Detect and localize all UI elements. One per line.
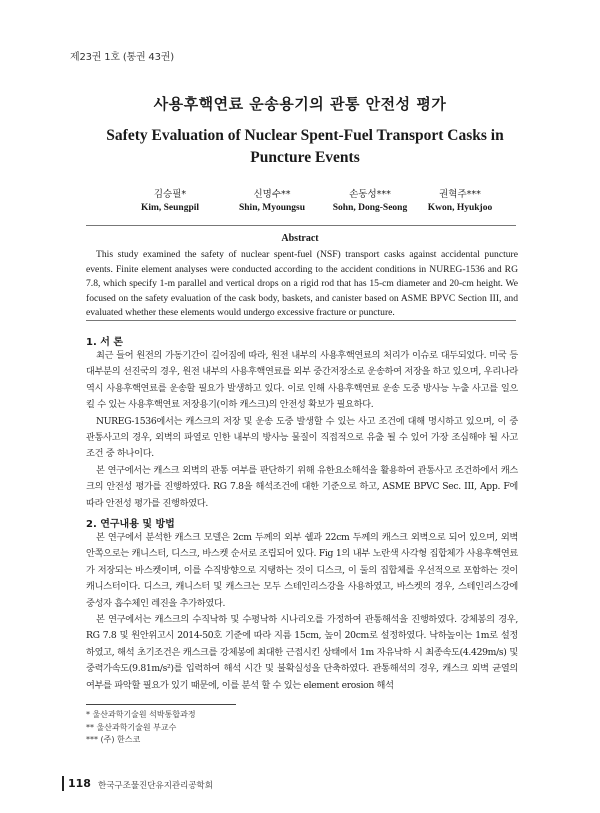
author-name-ko: 김승필*	[153, 189, 187, 200]
paragraph: 최근 들어 원전의 가동기간이 길어짐에 따라, 원전 내부의 사용후핵연료의 처리가 이슈로 대두되었다. 미국 등 대부분의 선진국의 경우, 원전 내부의 사용후핵연료를 외부 중간저장소로 운송하여 저장을 하고 있으며, 우리나라 역시 사용후핵연료를 운송할 필요가 발생하고 있다. 이로 인해 사용후핵연료 운송 도중 방사능 누출 사고를 일으킬 수 있는 사용후핵연료 저장용기(이하 캐스크)의 안전성 확보가 필요하다.	[86, 350, 518, 411]
paragraph: NUREG-1536에서는 캐스크의 저장 및 운송 도중 발생할 수 있는 사고 조건에 대해 명시하고 있으며, 이 중 관통사고의 경우, 외벽의 파열로 인한 내부의 방사능 물질이 직접적으로 유출 될 수 있어 가장 조심해야 될 사고 조건 중 하나이다.	[86, 415, 518, 460]
author-name-en: Shin, Myoungsu	[238, 203, 305, 213]
paragraph: 본 연구에서 분석한 캐스크 모델은 2cm 두께의 외부 쉘과 22cm 두께의 캐스크 외벽으로 되어 있으며, 외벽 안쪽으로는 캐니스터, 디스크, 바스켓 순서로 조립되어 있다. Fig 1의 내부 노란색 사각형 집합체가 사용후핵연료가 저장되는 바스켓이며, 이를 수직방향으로 지탱하는 것이 디스크, 이 둘의 집합체를 우선적으로 포함하는 것이 캐니스터이다. 디스크, 캐니스터 및 캐스크는 모두 스테인리스강을 사용하였고, 바스켓의 경우, 스테인리스강에 중성자 흡수체인 레진을 추가하였다.	[86, 532, 518, 609]
abstract-bottom-rule	[86, 320, 516, 321]
section-body-introduction	[86, 348, 518, 512]
section-heading-methods: 2. 연구내용 및 방법	[86, 519, 175, 530]
page-number-marker	[62, 776, 64, 791]
section-heading-introduction: 1. 서 론	[86, 337, 124, 348]
author-1	[120, 188, 220, 216]
footnote: * 울산과학기술원 석박통합과정	[86, 710, 196, 719]
author-name-ko: 신명수**	[253, 189, 291, 200]
author-2	[222, 188, 322, 216]
author-name-en: Kim, Seungpil	[140, 203, 200, 213]
author-name-en: Kwon, Hyukjoo	[427, 203, 493, 213]
footnote-rule	[86, 704, 236, 705]
author-3	[320, 188, 420, 216]
english-title: Safety Evaluation of Nuclear Spent-Fuel Transport Casks in Puncture Events	[106, 127, 504, 166]
footnote: *** (주) 한스코	[86, 735, 141, 744]
author-4	[410, 188, 510, 216]
paragraph: 본 연구에서는 캐스크의 수직낙하 및 수평낙하 시나리오를 가정하여 관통해석을 진행하였다. 강체봉의 경우, RG 7.8 및 원안위고시 2014-50호 기준에 따라 지름 15cm, 높이 20cm로 설정하였다. 낙하높이는 1m로 설정하였고, 해석 초기조건은 캐스크를 강체봉에 최대한 근접시킨 상태에서 1m 자유낙하 시 최종속도(4.429m/s) 및 중력가속도(9.81m/s²)를 입력하여 해석 시간 및 불확실성을 단축하였다. 관통해석의 경우, 캐스크 외벽 균열의 여부를 파악할 필요가 있기 때문에, 이를 분석 할 수 있는 element erosion 해석	[86, 614, 518, 691]
footnotes	[86, 709, 386, 747]
journal-name: 한국구조물진단유지관리공학회	[98, 781, 213, 791]
author-list	[120, 188, 500, 218]
abstract-text: This study examined the safety of nuclear spent-fuel (NSF) transport casks against accidental puncture events. Finite element analyses were conducted according to the accident conditions in NUREG-1536 and RG 7.8, which specify 1-m parallel and vertical drops on a rigid rod that has 15-cm diameter and 20-cm height. We focused on the safety evaluation of the cask body, baskets, and canister based on ASME BPVC Section III, and evaluated whether these elements would undergo excessive fracture or puncture.	[86, 249, 518, 319]
author-name-ko: 손동성***	[349, 189, 391, 200]
section-body-methods	[86, 530, 518, 694]
paragraph: 본 연구에서는 캐스크 외벽의 관통 여부를 판단하기 위해 유한요소해석을 활용하여 관통사고 조건하에서 캐스크의 안전성 평가를 진행하였다. RG 7.8을 해석조건에 대한 기준으로 하고, ASME BPVC Sec. III, App. F에 따라 안전성 평가를 진행하였다.	[86, 464, 518, 509]
author-name-en: Sohn, Dong-Seong	[332, 203, 408, 213]
abstract-heading: Abstract	[281, 233, 319, 244]
footnote: ** 울산과학기술원 부교수	[86, 722, 177, 732]
korean-title: 사용후핵연료 운송용기의 관통 안전성 평가	[153, 95, 447, 113]
author-name-ko: 권혁주***	[439, 189, 481, 200]
abstract-top-rule	[86, 225, 516, 226]
page-number: 118	[68, 777, 91, 790]
issue-label: 제23권 1호 (통권 43권)	[70, 52, 174, 63]
